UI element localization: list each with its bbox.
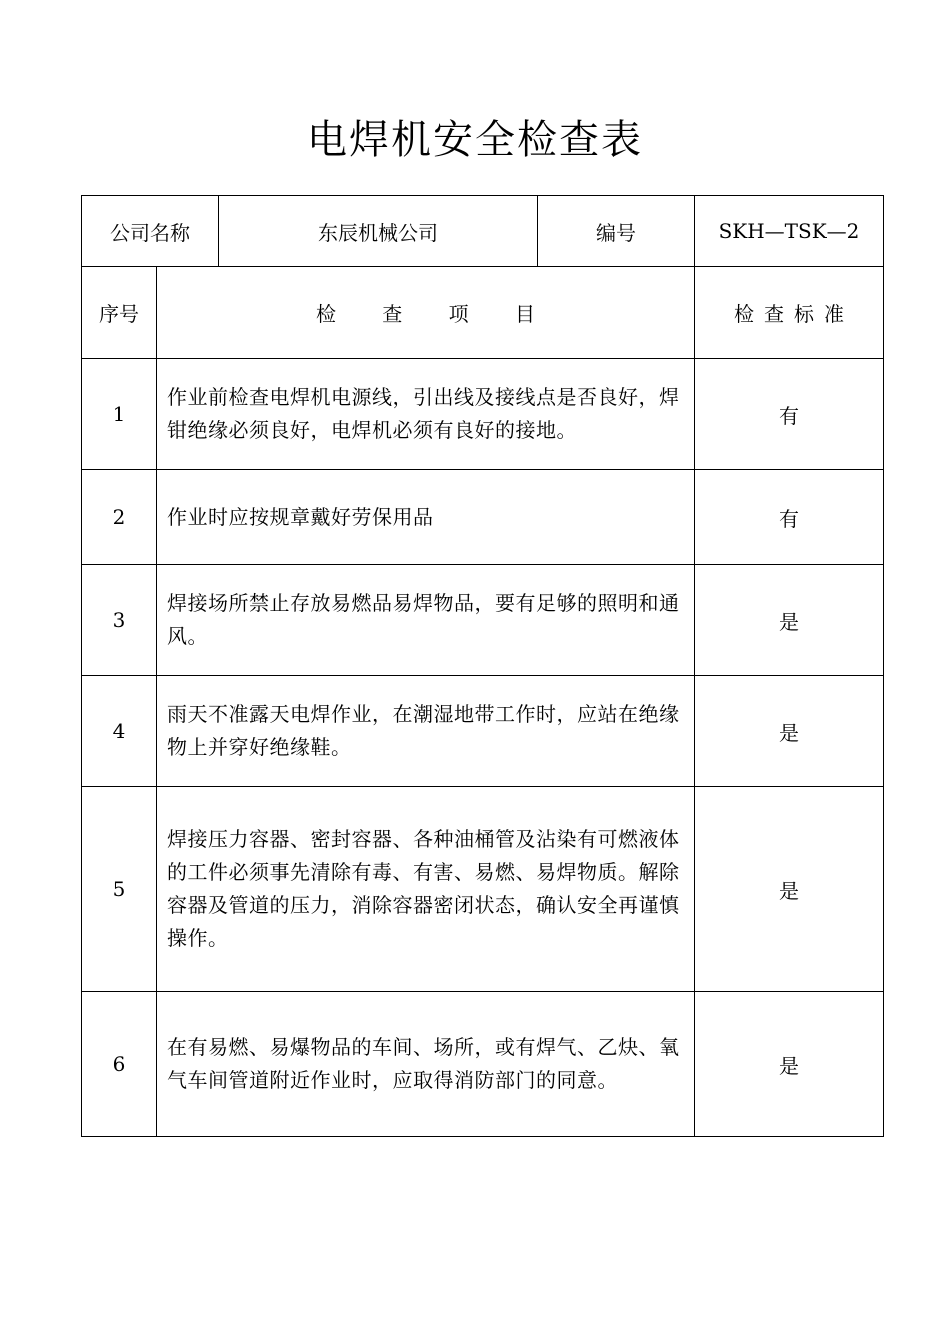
- row-item-text: 作业时应按规章戴好劳保用品: [167, 504, 434, 529]
- row-standard: 是: [779, 609, 799, 634]
- row-standard: 是: [779, 1053, 799, 1078]
- row-item-text: 雨天不准露天电焊作业，在潮湿地带工作时，应站在绝缘物上并穿好绝缘鞋。: [167, 702, 680, 759]
- company-label: 公司名称: [110, 220, 190, 245]
- row-index: 5: [112, 877, 126, 901]
- table-border-bottom: [81, 1136, 884, 1137]
- page-title: 电焊机安全检查表: [307, 117, 643, 163]
- row-index: 2: [112, 505, 126, 529]
- row-standard: 有: [779, 403, 799, 428]
- row-index: 6: [112, 1052, 126, 1076]
- row-item-text: 焊接压力容器、密封容器、各种油桶管及沾染有可燃液体的工件必须事先清除有毒、有害、易燃、易焊物质。解除容器及管道的压力，消除容器密闭状态，确认安全再谨慎操作。: [167, 827, 680, 950]
- code-label: 编号: [596, 220, 636, 245]
- company-value: 东辰机械公司: [318, 220, 438, 245]
- row-index: 3: [112, 608, 126, 632]
- row-standard: 是: [779, 878, 799, 903]
- code-value: SKH—TSK—2: [718, 219, 860, 243]
- row-item-text: 在有易燃、易爆物品的车间、场所，或有焊气、乙炔、氧气车间管道附近作业时，应取得消防部门的同意。: [167, 1035, 680, 1092]
- column-header-standard: 检查标准: [734, 302, 854, 326]
- column-header-index: 序号: [99, 302, 139, 326]
- row-standard: 是: [779, 720, 799, 745]
- column-header-item: 检 查 项 目: [315, 302, 556, 326]
- row-item-text: 作业前检查电焊机电源线，引出线及接线点是否良好，焊钳绝缘必须良好，电焊机必须有良好的接地。: [167, 385, 680, 442]
- row-index: 4: [112, 719, 126, 743]
- row-standard: 有: [779, 506, 799, 531]
- row-index: 1: [112, 402, 126, 426]
- row-item-text: 焊接场所禁止存放易燃品易焊物品，要有足够的照明和通风。: [167, 591, 680, 648]
- table-border-right: [883, 195, 884, 1137]
